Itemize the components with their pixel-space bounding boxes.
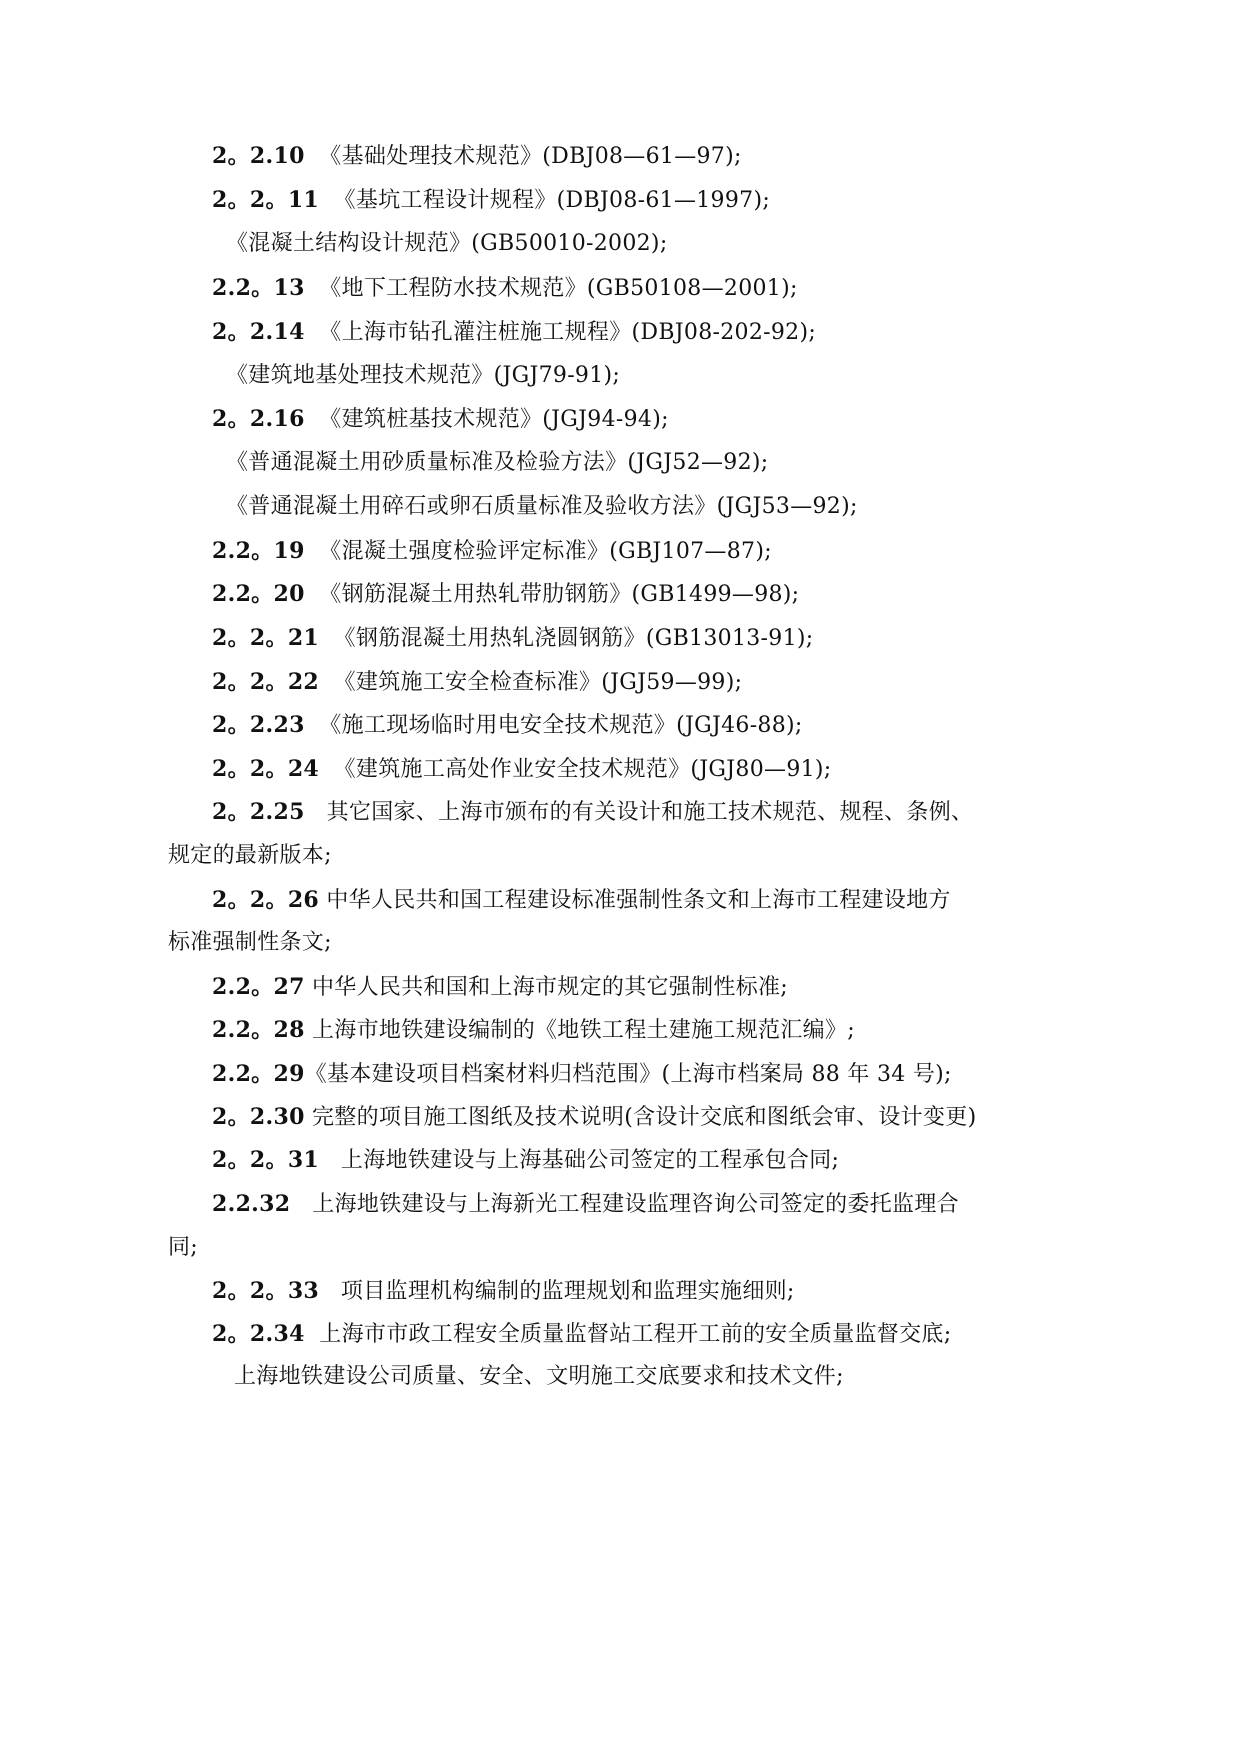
clause-number: 2。2。21 [212,625,320,651]
clause-line [226,361,620,391]
clause-line [212,141,742,172]
clause-number: 2。2。11 [212,187,320,213]
clause-line [212,1319,951,1350]
clause-text: 中华人民共和国和上海市规定的其它强制性标准; [312,975,789,1000]
clause-number: 2。2.16 [212,406,305,432]
clause-line [226,448,768,478]
clause-text: 《建筑施工高处作业安全技术规范》(JGJ80—91); [333,757,832,782]
clause-line [212,885,951,916]
clause-number: 2.2.32 [212,1191,291,1217]
clause-number: 2。2.34 [212,1321,305,1347]
clause-line [168,841,332,871]
clause-text: 《施工现场临时用电安全技术规范》(JGJ46-88); [319,713,803,738]
clause-number: 2.2。20 [212,581,305,607]
clause-number: 2。2.30 [212,1104,305,1130]
clause-number: 2。2。22 [212,669,320,695]
clause-text: 《普通混凝土用砂质量标准及检验方法》(JGJ52—92); [226,450,769,475]
clause-text: 《基础处理技术规范》(DBJ08—61—97); [319,144,742,169]
clause-text: 完整的项目施工图纸及技术说明(含设计交底和图纸会审、设计变更) [312,1105,977,1130]
clause-text: 《基坑工程设计规程》(DBJ08-61—1997); [333,188,771,213]
clause-text: 《建筑施工安全检查标准》(JGJ59—99); [333,670,743,695]
clause-line [212,623,813,654]
clause-text: 上海地铁建设与上海新光工程建设监理咨询公司签定的委托监理合 [312,1192,959,1217]
clause-text: 上海市市政工程安全质量监督站工程开工前的安全质量监督交底; [319,1322,952,1347]
clause-line [212,972,788,1003]
clause-text: 《混凝土强度检验评定标准》(GBJ107—87); [319,539,772,564]
clause-line [212,1276,795,1307]
clause-text: 《混凝土结构设计规范》(GB50010-2002); [226,231,668,256]
clause-line [212,185,770,216]
clause-number: 2。2。24 [212,756,320,782]
clause-line [212,797,973,828]
clause-line [226,492,858,522]
clause-text: 《钢筋混凝土用热轧带肋钢筋》(GB1499—98); [319,582,800,607]
clause-line [212,404,669,435]
clause-text: 《基本建设项目档案材料归档范围》(上海市档案局 88 年 34 号); [304,1062,952,1087]
clause-line [212,317,816,348]
clause-number: 2。2。33 [212,1278,320,1304]
clause-text: 上海地铁建设公司质量、安全、文明施工交底要求和技术文件; [234,1364,844,1389]
clause-text: 同; [168,1235,199,1260]
clause-text: 《建筑地基处理技术规范》(JGJ79-91); [226,363,621,388]
clause-line [212,667,742,698]
clause-number: 2.2。27 [212,974,305,1000]
clause-line [212,1015,855,1046]
clause-number: 2。2.10 [212,143,305,169]
clause-line [212,1145,839,1176]
clause-line [234,1362,844,1392]
clause-text: 上海市地铁建设编制的《地铁工程土建施工规范汇编》; [312,1018,855,1043]
clause-number: 2.2。28 [212,1017,305,1043]
clause-text: 其它国家、上海市颁布的有关设计和施工技术规范、规程、条例、 [326,800,974,825]
clause-line [212,1059,952,1090]
clause-line [212,1102,976,1133]
clause-number: 2。2.23 [212,712,305,738]
clause-line [168,1233,198,1263]
clause-line [212,273,798,304]
clause-text: 《普通混凝土用碎石或卵石质量标准及验收方法》(JGJ53—92); [226,494,858,519]
clause-line [212,536,772,567]
clause-line [212,710,803,741]
clause-text: 《建筑桩基技术规范》(JGJ94-94); [319,407,669,432]
clause-number: 2.2。29 [212,1061,305,1087]
clause-line [168,928,332,958]
clause-line [212,754,832,785]
clause-number: 2。2.14 [212,319,305,345]
clause-text: 上海地铁建设与上海基础公司签定的工程承包合同; [340,1148,840,1173]
clause-text: 标准强制性条文; [168,930,332,955]
clause-text: 中华人民共和国工程建设标准强制性条文和上海市工程建设地方 [326,888,951,913]
clause-number: 2.2。13 [212,275,305,301]
clause-number: 2。2。31 [212,1147,320,1173]
clause-text: 《上海市钻孔灌注桩施工规程》(DBJ08-202-92); [319,320,817,345]
clause-text: 《钢筋混凝土用热轧浇圆钢筋》(GB13013-91); [333,626,814,651]
clause-number: 2.2。19 [212,538,305,564]
clause-number: 2。2。26 [212,887,320,913]
clause-number: 2。2.25 [212,799,305,825]
clause-line [212,579,799,610]
clause-text: 《地下工程防水技术规范》(GB50108—2001); [319,276,798,301]
clause-text: 规定的最新版本; [168,843,332,868]
clause-text: 项目监理机构编制的监理规划和监理实施细则; [340,1279,795,1304]
clause-line [212,1189,959,1220]
clause-line [226,229,668,259]
